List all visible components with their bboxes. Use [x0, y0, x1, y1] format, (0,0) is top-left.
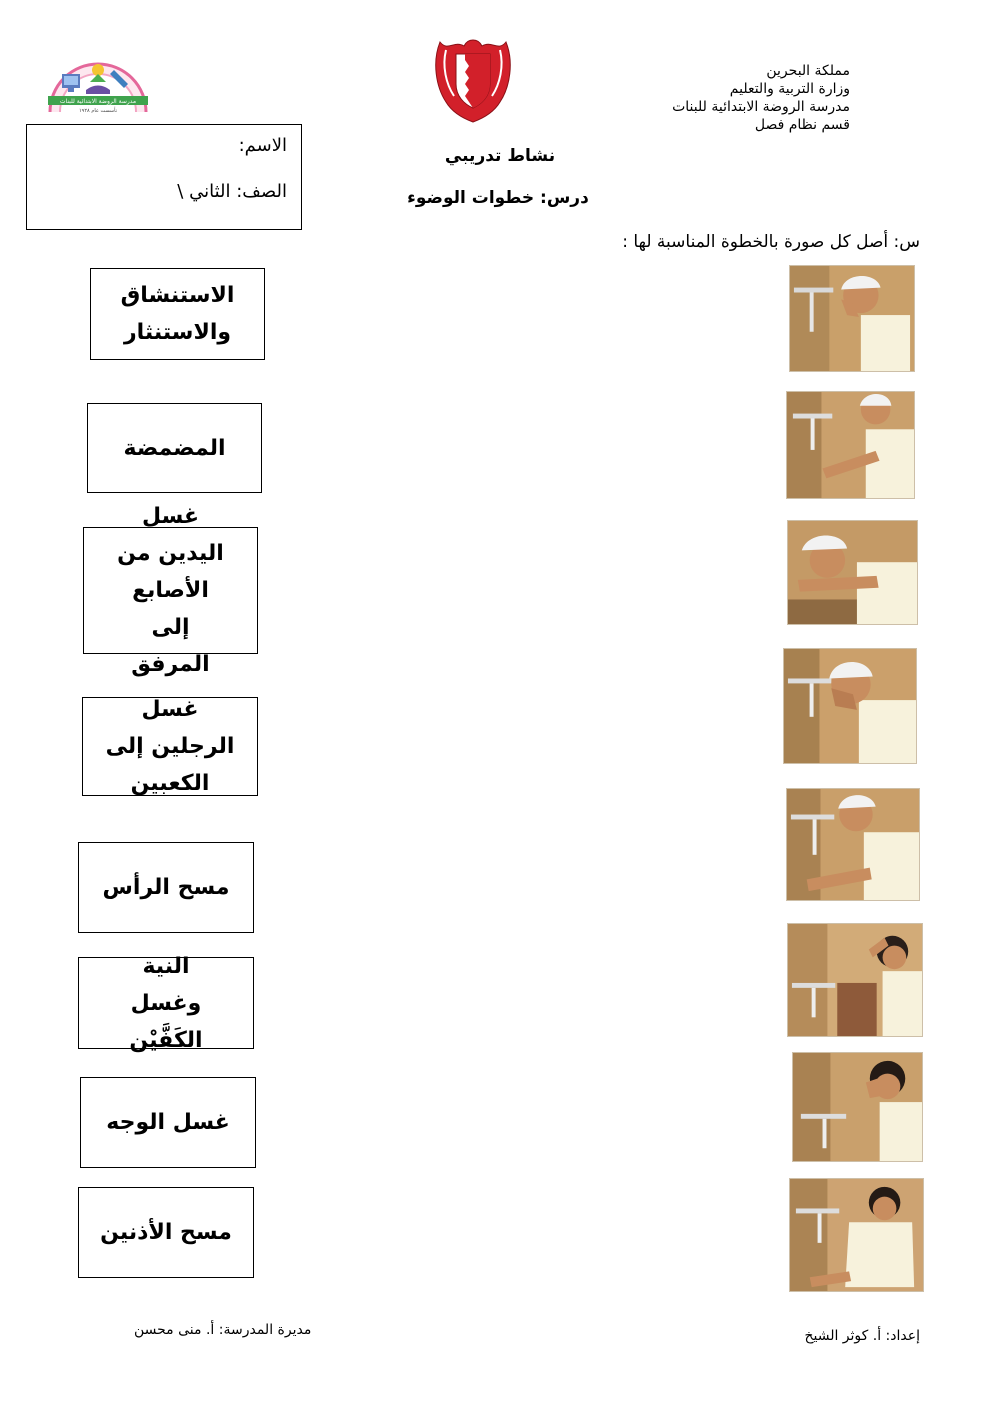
- step-label: المضمضة: [123, 435, 226, 461]
- ministry-line: وزارة التربية والتعليم: [729, 81, 850, 97]
- photo-wiping-head[interactable]: [787, 923, 923, 1037]
- logo-subtext: تأسست عام ١٩٢٨: [78, 108, 118, 114]
- principal-name: مديرة المدرسة: أ. منى محسن: [134, 1322, 312, 1338]
- step-box[interactable]: [82, 697, 258, 796]
- student-info-box: [26, 124, 302, 230]
- step-box[interactable]: [78, 1187, 254, 1278]
- school-header: [530, 62, 850, 134]
- step-label: مسح الأذنين: [100, 1220, 232, 1245]
- step-label: غسل اليدين من الأصابع إلى المرفق: [117, 504, 224, 677]
- question-text: س: أصل كل صورة بالخطوة المناسبة لها :: [622, 232, 920, 252]
- step-box[interactable]: [80, 1077, 256, 1168]
- photo-rinsing-nose[interactable]: [789, 265, 915, 372]
- step-label: غسل الرجلين إلى الكعبين: [105, 697, 235, 796]
- school-line: مدرسة الروضة الابتدائية للبنات: [672, 99, 850, 115]
- step-label: غسل الوجه: [106, 1110, 230, 1135]
- kingdom-line: مملكة البحرين: [766, 63, 850, 79]
- department-line: قسم نظام فصل: [754, 117, 850, 133]
- school-logo: [44, 34, 152, 114]
- photo-wiping-ears[interactable]: [792, 1052, 923, 1162]
- lesson-title: درس: خطوات الوضوء: [407, 188, 589, 208]
- logo-text: مدرسة الروضة الابتدائية للبنات: [59, 98, 137, 105]
- step-label: النية وغسل الكَفَّيْن: [129, 953, 203, 1053]
- step-box[interactable]: [78, 842, 254, 933]
- class-label: الصف: الثاني \: [177, 181, 287, 202]
- name-label: الاسم:: [238, 135, 287, 156]
- step-box[interactable]: [78, 953, 254, 1053]
- step-label: مسح الرأس: [102, 875, 230, 900]
- photo-washing-face[interactable]: [783, 648, 917, 764]
- activity-title: نشاط تدريبي: [444, 146, 556, 166]
- prepared-by: إعداد: أ. كوثر الشيخ: [804, 1328, 920, 1344]
- photo-washing-arms[interactable]: [786, 391, 915, 499]
- photo-washing-hands[interactable]: [786, 788, 920, 901]
- step-label: الاستنشاق والاستنثار: [120, 283, 235, 345]
- step-box[interactable]: [83, 504, 258, 677]
- photo-washing-arm-elbow[interactable]: [787, 520, 918, 625]
- bahrain-emblem: [432, 32, 514, 124]
- step-box[interactable]: [87, 403, 262, 493]
- photo-washing-feet[interactable]: [789, 1178, 924, 1292]
- step-box[interactable]: [90, 268, 265, 360]
